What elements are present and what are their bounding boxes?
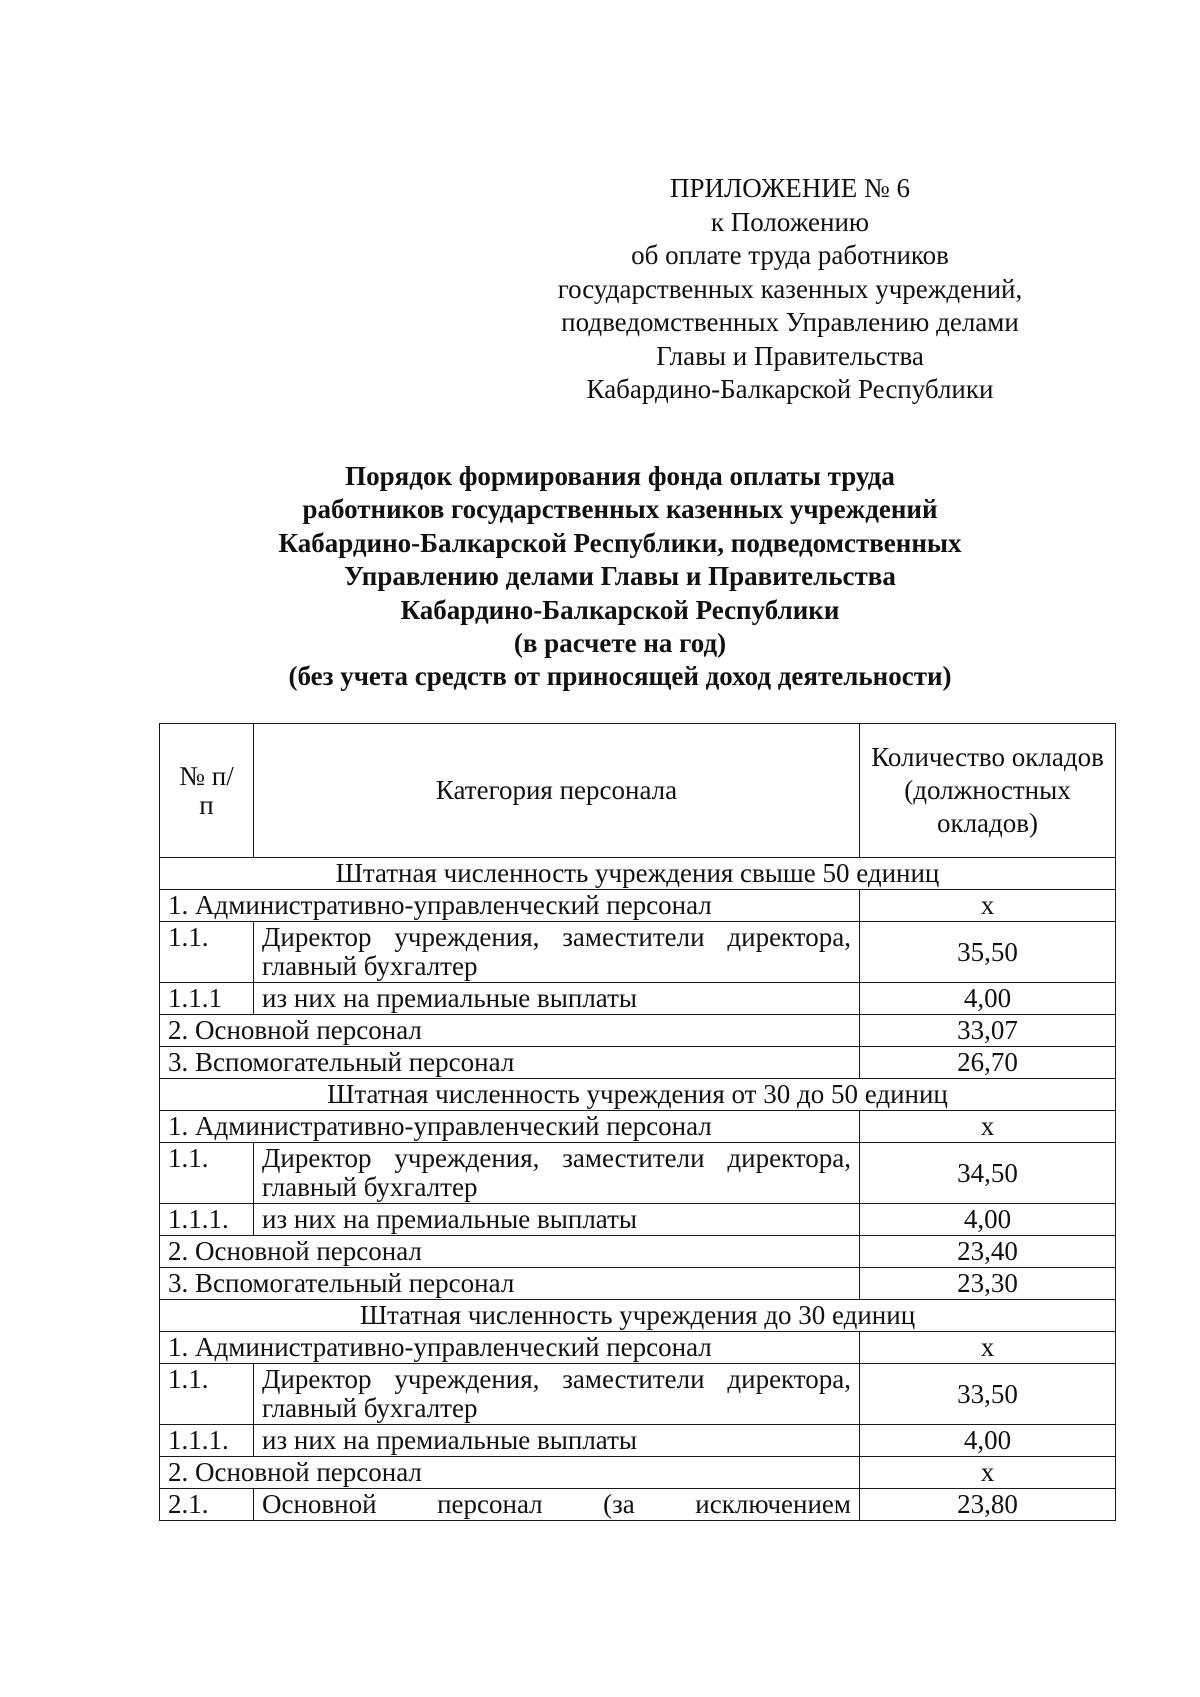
title-line: работников государственных казенных учреждений xyxy=(302,494,938,525)
quantity-cell: 4,00 xyxy=(860,1204,1116,1236)
table-row xyxy=(160,1425,1116,1457)
quantity-cell: 4,00 xyxy=(860,983,1116,1015)
category-cell: 1. Административно-управленческий персонал xyxy=(160,1332,860,1364)
table-row xyxy=(160,1143,1116,1204)
category-line: главный бухгалтер xyxy=(262,1172,478,1202)
category-cell: 2. Основной персонал xyxy=(160,1236,860,1268)
table-row xyxy=(160,1015,1116,1047)
table-row xyxy=(160,922,1116,983)
quantity-cell: 23,80 xyxy=(860,1489,1116,1521)
quantity-cell: х xyxy=(860,1111,1116,1143)
title-line: (в расчете на год) xyxy=(513,628,727,659)
num-cell: 1.1. xyxy=(160,1364,254,1425)
appendix-line: Кабардино-Балкарской Республики xyxy=(586,374,994,404)
category-cell xyxy=(254,1364,860,1425)
num-cell: 1.1.1. xyxy=(160,1204,254,1236)
table-row xyxy=(160,890,1116,922)
table-row xyxy=(160,1268,1116,1300)
title-line: Порядок формирования фонда оплаты труда xyxy=(345,461,895,491)
table-row xyxy=(160,1489,1116,1521)
table-row xyxy=(160,983,1116,1015)
num-cell: 1.1. xyxy=(160,1143,254,1204)
header-quantity: Количество окладов (должностных окладов) xyxy=(860,724,1116,858)
appendix-line: подведомственных Управлению делами xyxy=(561,307,1019,337)
appendix-line: ПРИЛОЖЕНИЕ № 6 xyxy=(669,173,911,203)
category-cell: из них на премиальные выплаты xyxy=(254,1425,860,1457)
title-line: Кабардино-Балкарской Республики xyxy=(400,594,840,625)
quantity-cell: х xyxy=(860,1332,1116,1364)
category-cell: 3. Вспомогательный персонал xyxy=(160,1268,860,1300)
num-cell: 1.1.1 xyxy=(160,983,254,1015)
category-line: Директор учреждения, заместители директора, xyxy=(262,1143,851,1173)
category-cell: из них на премиальные выплаты xyxy=(254,983,860,1015)
table-row xyxy=(160,1236,1116,1268)
category-cell: 2. Основной персонал xyxy=(160,1457,860,1489)
section-row xyxy=(160,1079,1116,1111)
section-title: Штатная численность учреждения от 30 до 50 единиц xyxy=(160,1079,1116,1111)
table-row xyxy=(160,1364,1116,1425)
appendix-line: об оплате труда работников xyxy=(631,240,949,270)
header-num: № п/п xyxy=(160,724,254,858)
num-cell: 2.1. xyxy=(160,1489,254,1521)
category-cell: из них на премиальные выплаты xyxy=(254,1204,860,1236)
table-header-row xyxy=(160,724,1116,858)
appendix-line: к Положению xyxy=(710,206,870,237)
appendix-line: Главы и Правительства xyxy=(656,340,924,371)
category-line: главный бухгалтер xyxy=(262,1393,478,1423)
quantity-cell: 33,50 xyxy=(860,1364,1116,1425)
category-cell xyxy=(254,922,860,983)
table-row xyxy=(160,1047,1116,1079)
table-row xyxy=(160,1457,1116,1489)
category-cell: 1. Административно-управленческий персонал xyxy=(160,1111,860,1143)
quantity-cell: 35,50 xyxy=(860,922,1116,983)
category-cell: 3. Вспомогательный персонал xyxy=(160,1047,860,1079)
appendix-line: государственных казенных учреждений, xyxy=(557,273,1023,304)
header-category: Категория персонала xyxy=(254,724,860,858)
table-row xyxy=(160,1204,1116,1236)
category-cell: 2. Основной персонал xyxy=(160,1015,860,1047)
category-cell: Основной персонал (за исключением xyxy=(254,1489,860,1521)
quantity-cell: х xyxy=(860,890,1116,922)
wage-fund-table xyxy=(159,723,1116,1521)
category-cell xyxy=(254,1143,860,1204)
section-title: Штатная численность учреждения до 30 единиц xyxy=(160,1300,1116,1332)
category-line: главный бухгалтер xyxy=(262,951,478,981)
quantity-cell: 23,30 xyxy=(860,1268,1116,1300)
quantity-cell: 23,40 xyxy=(860,1236,1116,1268)
quantity-cell: 33,07 xyxy=(860,1015,1116,1047)
num-cell: 1.1. xyxy=(160,922,254,983)
title-line: Управлению делами Главы и Правительства xyxy=(344,561,896,592)
title-line: (без учета средств от приносящей доход деятельности) xyxy=(288,661,952,692)
category-line: Директор учреждения, заместители директора, xyxy=(262,1364,851,1394)
table-row xyxy=(160,1111,1116,1143)
section-row xyxy=(160,1300,1116,1332)
category-cell: 1. Административно-управленческий персонал xyxy=(160,890,860,922)
quantity-cell: 26,70 xyxy=(860,1047,1116,1079)
appendix-heading xyxy=(490,172,1090,407)
num-cell: 1.1.1. xyxy=(160,1425,254,1457)
quantity-cell: 4,00 xyxy=(860,1425,1116,1457)
quantity-cell: 34,50 xyxy=(860,1143,1116,1204)
category-line: Директор учреждения, заместители директора, xyxy=(262,922,851,952)
table-row xyxy=(160,1332,1116,1364)
section-title: Штатная численность учреждения свыше 50 единиц xyxy=(160,858,1116,890)
section-row xyxy=(160,858,1116,890)
document-title xyxy=(140,460,1100,694)
title-line: Кабардино-Балкарской Республики, подведомственных xyxy=(278,527,962,558)
quantity-cell: х xyxy=(860,1457,1116,1489)
